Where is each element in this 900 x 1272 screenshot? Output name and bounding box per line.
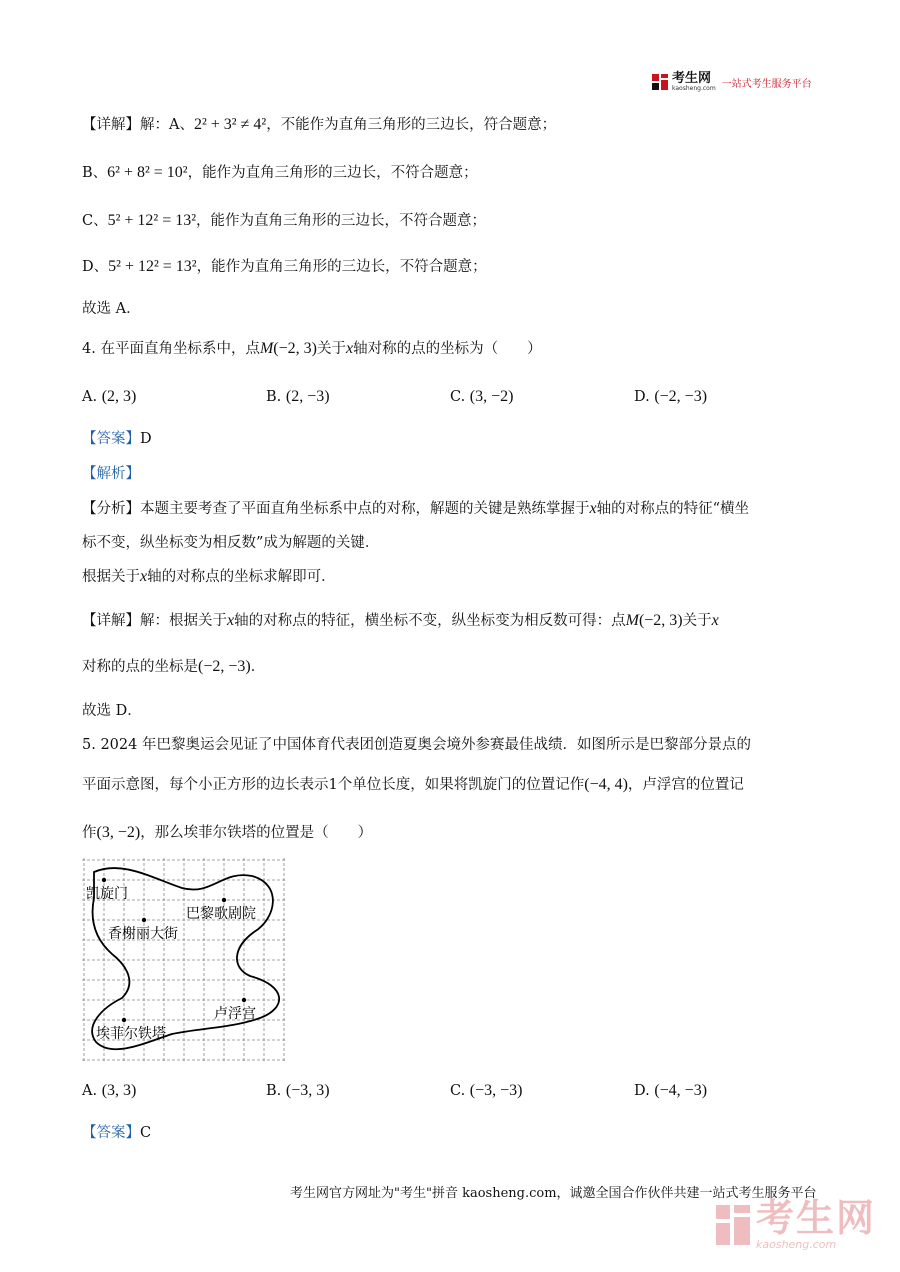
- axis-var: x: [589, 500, 597, 517]
- q4-axis-var: x: [345, 340, 354, 357]
- math-b: 6² + 8² = 10²: [107, 164, 188, 181]
- math-a: 2² + 3² ≠ 4²: [193, 116, 267, 133]
- q4-stem-c: 轴对称的点的坐标为（ ）: [353, 341, 542, 357]
- method-b: 轴的对称点的坐标求解即可．: [147, 569, 336, 585]
- map-label-arc: 凯旋门: [86, 886, 128, 902]
- q4-detail-2: [82, 656, 265, 678]
- stem3-coord: (3, −2): [96, 824, 141, 841]
- option-label: B.: [266, 1083, 282, 1099]
- answer-value: D: [140, 431, 152, 447]
- q4-stem: [82, 338, 542, 360]
- kaosheng-logo-icon: [652, 74, 668, 90]
- logo-name: 考生网: [672, 71, 712, 86]
- watermark-name: 考生网: [756, 1196, 877, 1240]
- fenxi-tag: 【分析】: [82, 501, 140, 517]
- detail-tag: 【详解】: [82, 117, 140, 133]
- champs-dot: [142, 918, 146, 922]
- logo-text: [672, 72, 716, 92]
- point-coord: (−2, 3): [638, 612, 683, 629]
- label-c: C、: [82, 213, 108, 229]
- stem2-coord: (−4, 4): [584, 776, 628, 793]
- opera-dot: [222, 898, 226, 902]
- logo-domain: kaosheng.com: [672, 85, 716, 92]
- q4-stem-b: 关于: [316, 341, 346, 357]
- answer-tag: 【答案】: [82, 1125, 140, 1141]
- option-value: (2, −3): [285, 388, 330, 405]
- stem3-a: 作: [82, 825, 97, 841]
- axis-var: x: [711, 612, 719, 629]
- map-label-champs: 香榭丽大街: [108, 926, 178, 942]
- q3-detail-d: [82, 256, 487, 278]
- q5-stem-2: [82, 774, 744, 796]
- detail-end: ．: [250, 659, 266, 675]
- q4-option-c: [450, 386, 513, 408]
- math-d: 5² + 12² = 13²: [108, 258, 197, 275]
- point-name: M: [625, 612, 639, 629]
- q5-stem-1: 5. 2024 年巴黎奥运会见证了中国体育代表团创造夏奥会境外参赛最佳战绩．如图所示是巴黎部分景点的: [82, 737, 751, 753]
- q3-detail-b: [82, 162, 478, 184]
- q4-detail-1: [82, 610, 719, 632]
- q3-detail-a: [82, 114, 556, 136]
- q4-option-d: [634, 386, 707, 408]
- option-label: D.: [634, 389, 650, 405]
- detail-result: (−2, −3): [198, 658, 251, 675]
- q4-option-b: [266, 386, 330, 408]
- option-value: (3, −2): [469, 388, 514, 405]
- q4-answer: [82, 428, 152, 450]
- stem2-b: ，卢浮宫的位置记: [627, 777, 744, 793]
- option-label: A.: [82, 1083, 98, 1099]
- method-a: 根据关于: [82, 569, 140, 585]
- option-label: D.: [634, 1083, 650, 1099]
- q4-point-name: M: [259, 340, 274, 357]
- q4-fenxi-1: [82, 498, 749, 520]
- arc-dot: [102, 878, 106, 882]
- q4-conclusion: 故选 D．: [82, 703, 142, 719]
- q4-stem-a: 4. 在平面直角坐标系中，点: [82, 341, 260, 357]
- option-value: (−3, 3): [285, 1082, 330, 1099]
- math-c: 5² + 12² = 13²: [107, 212, 197, 229]
- q5-stem-3: [82, 822, 372, 844]
- option-value: (2, 3): [101, 388, 137, 405]
- footer-text: 考生网官方网址为"考生"拼音 kaosheng.com，诚邀全国合作伙伴共建一站式考生服务平台: [290, 1186, 817, 1201]
- stem2-a: 平面示意图，每个小正方形的边长表示1个单位长度，如果将凯旋门的位置记作: [82, 777, 585, 793]
- axis-var: x: [140, 568, 148, 585]
- detail-e: 对称的点的坐标是: [82, 659, 198, 675]
- text-c: ，能作为直角三角形的三边长，不符合题意；: [196, 213, 487, 229]
- detail-a: 解：根据关于: [140, 613, 227, 629]
- option-value: (−4, −3): [654, 1082, 708, 1099]
- stem3-b: ，那么埃菲尔铁塔的位置是（ ）: [140, 825, 373, 841]
- map-label-eiffel: 埃菲尔铁塔: [96, 1026, 166, 1042]
- detail-c: 关于: [682, 613, 712, 629]
- watermark-text: [756, 1198, 876, 1251]
- text-a: ，不能作为直角三角形的三边长，符合题意；: [266, 117, 557, 133]
- q4-point-coord: (−2, 3): [273, 340, 317, 357]
- text-d: ，能作为直角三角形的三边长，不符合题意；: [196, 259, 487, 275]
- watermark-domain: kaosheng.com: [756, 1238, 837, 1251]
- option-label: A.: [82, 389, 98, 405]
- map-label-louvre: 卢浮宫: [214, 1006, 256, 1022]
- paris-map: [82, 858, 288, 1062]
- option-value: (−2, −3): [654, 388, 708, 405]
- louvre-dot: [242, 998, 246, 1002]
- fenxi-a: 本题主要考查了平面直角坐标系中点的对称，解题的关键是熟练掌握于: [140, 501, 590, 517]
- q4-fenxi-2: 标不变，纵坐标变为相反数”成为解题的关键．: [82, 535, 380, 551]
- q4-option-a: [82, 386, 136, 408]
- option-value: (3, 3): [101, 1082, 137, 1099]
- map-label-opera: 巴黎歌剧院: [186, 906, 256, 922]
- label-b: B、: [82, 165, 108, 181]
- detail-tag: 【详解】: [82, 613, 140, 629]
- watermark-logo-icon: [716, 1205, 750, 1245]
- option-label: C.: [450, 1083, 466, 1099]
- label-d: D、: [82, 259, 109, 275]
- q5-answer: [82, 1122, 151, 1144]
- detail-intro: 解：A、: [140, 117, 194, 133]
- text-b: ，能作为直角三角形的三边长，不符合题意；: [187, 165, 478, 181]
- q3-conclusion: 故选 A．: [82, 301, 141, 317]
- eiffel-dot: [122, 1018, 126, 1022]
- q5-option-b: [266, 1080, 330, 1102]
- fenxi-b: 轴的对称点的特征“横坐: [596, 501, 750, 517]
- q5-option-c: [450, 1080, 523, 1102]
- answer-tag: 【答案】: [82, 431, 140, 447]
- option-label: B.: [266, 389, 282, 405]
- option-label: C.: [450, 389, 466, 405]
- answer-value: C: [140, 1125, 152, 1141]
- q5-option-d: [634, 1080, 707, 1102]
- q4-method: [82, 566, 336, 588]
- option-value: (−3, −3): [469, 1082, 523, 1099]
- detail-b: 轴的对称点的特征，横坐标不变，纵坐标变为相反数可得：点: [234, 613, 626, 629]
- header-logo: [652, 72, 812, 92]
- q5-option-a: [82, 1080, 136, 1102]
- q3-detail-c: [82, 210, 486, 232]
- axis-var: x: [227, 612, 235, 629]
- q4-analysis-tag: 【解析】: [82, 466, 140, 482]
- logo-tagline: 一站式考生服务平台: [721, 78, 812, 90]
- watermark: [716, 1198, 876, 1251]
